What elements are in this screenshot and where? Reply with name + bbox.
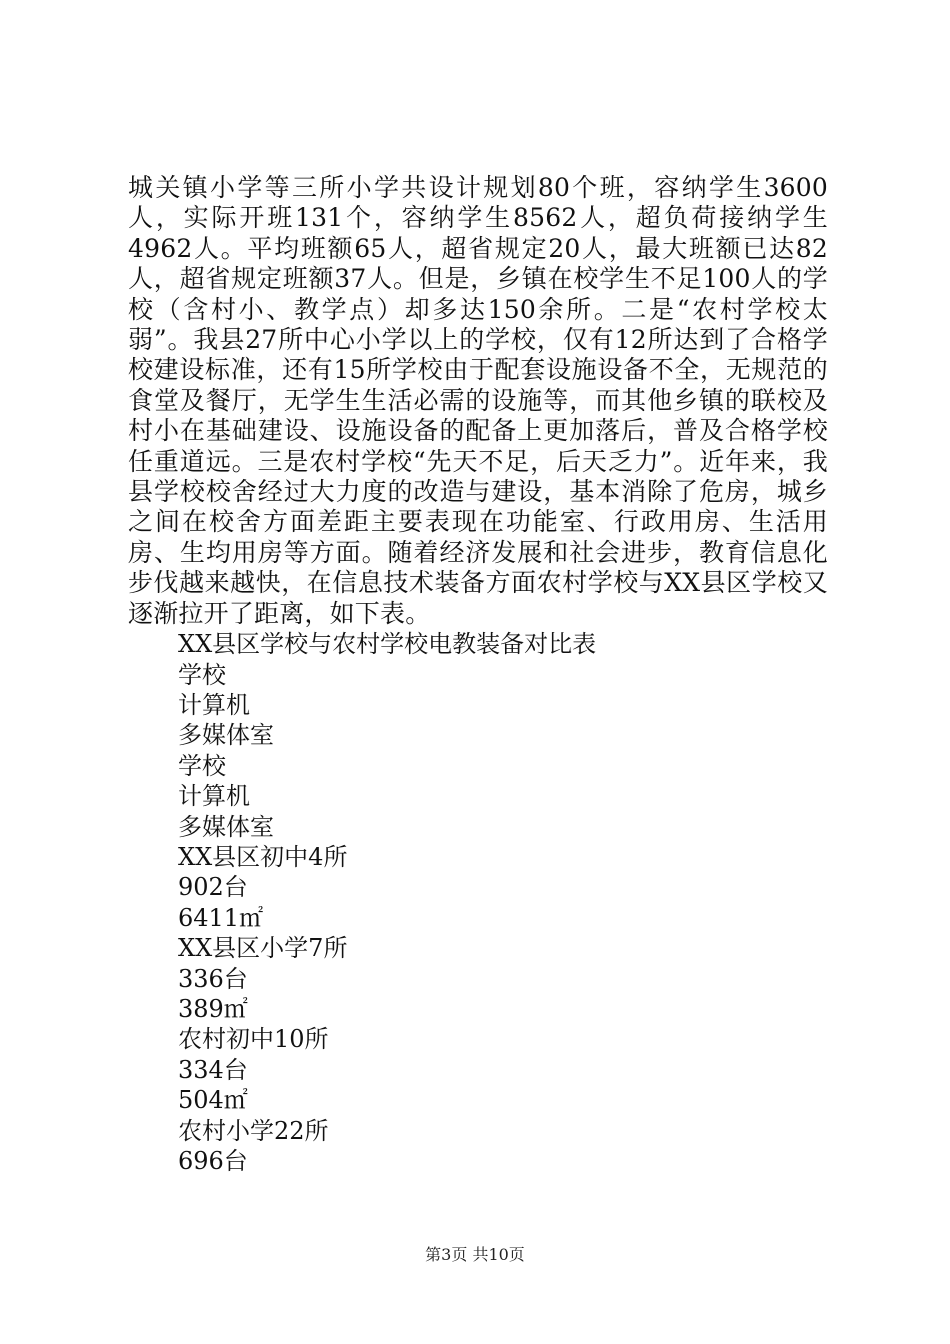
table-line: 696台 xyxy=(178,1147,248,1175)
table-line: 6411㎡ xyxy=(178,903,264,932)
table-line: 多媒体室 xyxy=(178,812,274,841)
table-line: 农村初中10所 xyxy=(178,1025,329,1054)
page-footer: 第3页 共10页 xyxy=(425,1245,525,1264)
table-line: 389㎡ xyxy=(178,994,248,1023)
table-line: 学校 xyxy=(178,660,226,689)
table-line: 计算机 xyxy=(178,690,250,719)
table-lines xyxy=(128,660,828,1177)
table-line: 农村小学22所 xyxy=(178,1116,329,1145)
body-paragraph: 城关镇小学等三所小学共设计规划80个班，容纳学生3600人，实际开班131个，容纳学生8562人，超负荷接纳学生4962人。平均班额65人，超省规定20人，最大班额已达82人，超省规定班额37人。但是，乡镇在校学生不足100人的学校（含村小、教学点）却多达150余所。二是“农村学校太弱”。我县27所中心小学以上的学校，仅有12所达到了合格学校建设标准，还有15所学校由于配套设施设备不全，无规范的食堂及餐厅，无学生生活必需的设施等，而其他乡镇的联校及村小在基础建设、设施设备的配备上更加落后，普及合格学校任重道远。三是农村学校“先天不足，后天乏力”。近年来，我县学校校舍经过大力度的改造与建设，基本消除了危房，城乡之间在校舍方面差距主要表现在功能室、行政用房、生活用房、生均用房等方面。随着经济发展和社会进步，教育信息化步伐越来越快，在信息技术装备方面农村学校与XX县区学校又逐渐拉开了距离，如下表。 xyxy=(128,173,828,628)
table-line: 504㎡ xyxy=(178,1086,248,1115)
table-title: XX县区学校与农村学校电教装备对比表 xyxy=(178,630,597,659)
table-line: 多媒体室 xyxy=(178,721,274,750)
table-line: 334台 xyxy=(178,1055,248,1084)
table-line: 学校 xyxy=(178,751,226,780)
table-line: XX县区初中4所 xyxy=(178,842,348,871)
table-line: 336台 xyxy=(178,964,248,993)
document-body xyxy=(128,173,828,1176)
table-line: 计算机 xyxy=(178,782,250,811)
table-line: 902台 xyxy=(178,873,248,902)
table-line: XX县区小学7所 xyxy=(178,934,348,963)
